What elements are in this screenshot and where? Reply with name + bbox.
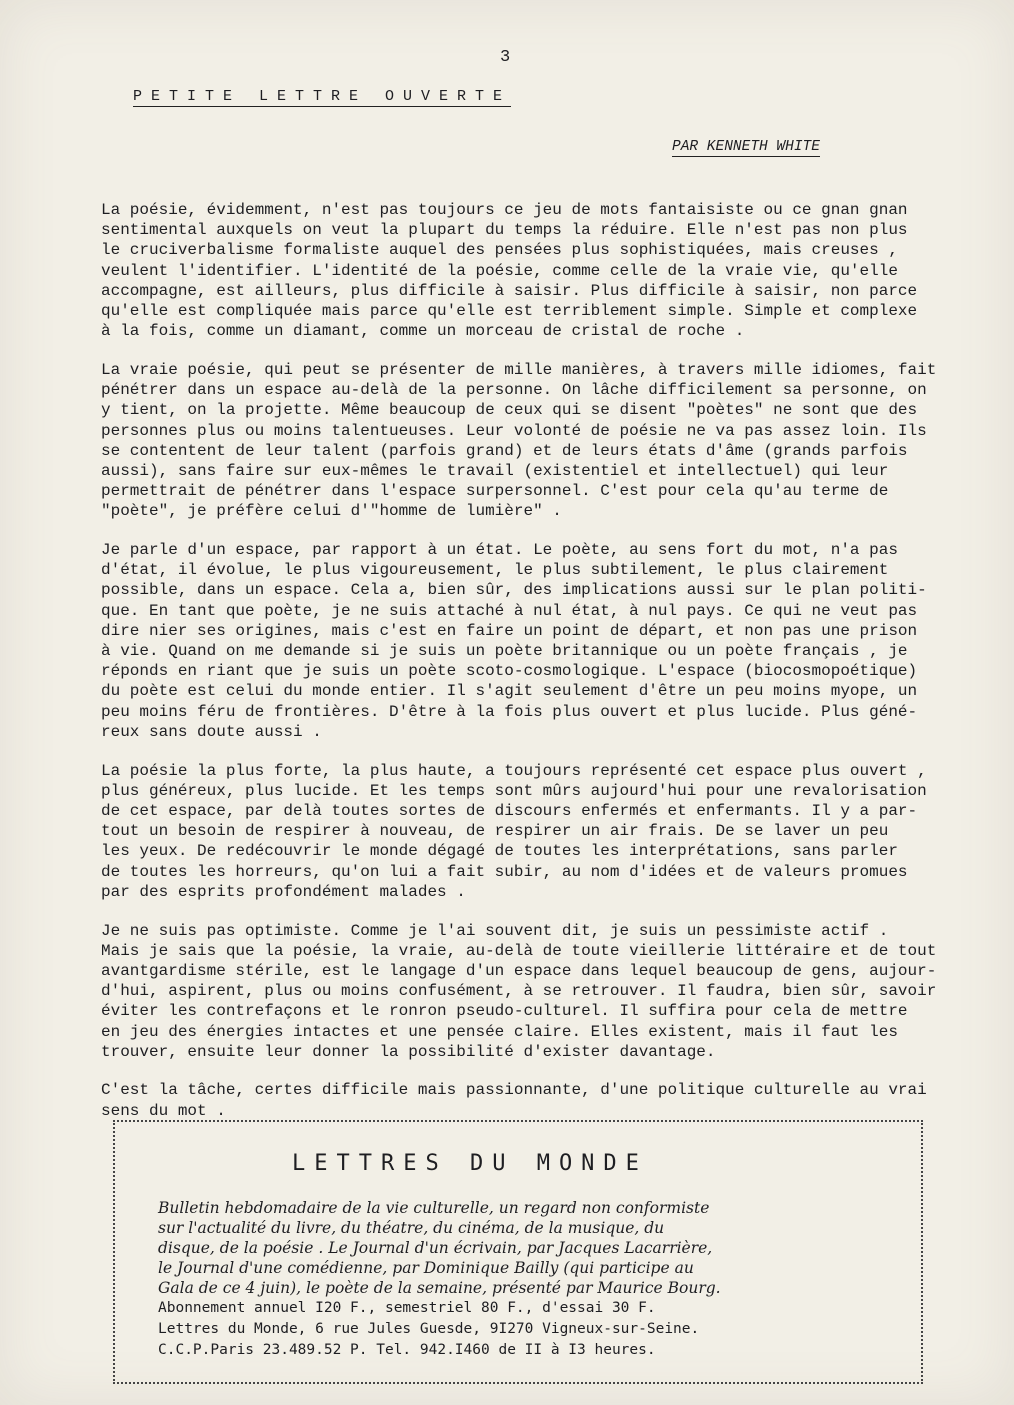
text-line: C'est la tâche, certes difficile mais passionnante, d'une politique culturelle au vrai [101, 1081, 927, 1100]
text-line: accompagne, est ailleurs, plus difficile à saisir. Plus difficile à saisir, non parce [101, 281, 918, 300]
text-line: pénétrer dans un espace au-delà de la personne. On lâche difficilement sa personne, on [101, 381, 927, 400]
byline: PAR KENNETH WHITE [672, 139, 820, 155]
description-line: disque, de la poésie . Le Journal d'un écrivain, par Jacques Lacarrière, [158, 1239, 713, 1257]
text-line: reux sans doute aussi . [101, 722, 322, 741]
text-line: du poète est celui du monde entier. Il s'agit seulement d'être un peu moins myope, un [101, 682, 918, 701]
text-line: La poésie, évidemment, n'est pas toujours ce jeu de mots fantaisiste ou ce gnan gnan [101, 201, 908, 219]
text-line: aussi), sans faire sur eux-mêmes le travail (existentiel et intellectuel) qui leur [101, 461, 889, 480]
text-line: sentimental auxquels on veut la plupart du temps la réduire. Elle n'est pas non plus [101, 221, 908, 240]
text-line: trouver, ensuite leur donner la possibilité d'exister davantage. [101, 1042, 716, 1061]
text-line: à vie. Quand on me demande si je suis un poète britannique ou un poète français , je [101, 642, 908, 661]
text-line: qu'elle est compliquée mais parce qu'elle est terriblement simple. Simple et complexe [101, 302, 918, 321]
text-line: "poète", je préfère celui d'"homme de lumière" . [101, 502, 562, 521]
text-line: La vraie poésie, qui peut se présenter de mille manières, à travers mille idiomes, fait [101, 360, 937, 379]
text-line: dire nier ses origines, mais c'est en faire un point de départ, et non pas une prison [101, 621, 918, 640]
text-line: à la fois, comme un diamant, comme un morceau de cristal de roche . [101, 322, 745, 341]
text-line: avantgardisme stérile, est le langage d'un espace dans lequel beaucoup de gens, aujour- [101, 961, 937, 980]
text-line: les yeux. De redécouvrir le monde dégagé de toutes les interprétations, sans parler [101, 842, 898, 861]
text-line: réponds en riant que je suis un poète scoto-cosmologique. L'espace (biocosmopoétique) [101, 662, 918, 681]
text-line: le cruciverbalisme formaliste auquel des pensées plus sophistiquées, mais creuses , [101, 241, 898, 260]
article-paragraph [101, 360, 991, 522]
article-paragraph [101, 1080, 991, 1120]
text-line: tout un besoin de respirer à nouveau, de respirer un air frais. De se laver un peu [101, 822, 889, 841]
description-line: le Journal d'une comédienne, par Dominique Bailly (qui participe au [158, 1259, 694, 1277]
text-line: peu moins féru de frontières. D'être à la fois plus ouvert et plus lucide. Plus géné- [101, 702, 918, 721]
advertisement-title: LETTRES DU MONDE [292, 1151, 648, 1176]
page-number: 3 [500, 48, 511, 67]
text-line: Je parle d'un espace, par rapport à un état. Le poète, au sens fort du mot, n'a pas [101, 541, 898, 560]
text-line: La poésie la plus forte, la plus haute, a toujours représenté cet espace plus ouvert , [101, 761, 927, 780]
text-line: y tient, on la projette. Même beaucoup de ceux qui se disent "poètes" ne sont que des [101, 401, 918, 420]
article-body [101, 200, 991, 1139]
text-line: veulent l'identifier. L'identité de la poésie, comme celle de la vraie vie, qu'elle [101, 261, 898, 280]
text-line: de toutes les horreurs, qu'on lui a fait subir, au nom d'idées et de valeurs promues [101, 862, 908, 881]
text-line: se contentent de leur talent (parfois grand) et de leurs états d'âme (grands parfois [101, 441, 908, 460]
article-paragraph [101, 200, 991, 341]
text-line: d'hui, aspirent, plus ou moins confusément, à se retrouver. Il faudra, bien sûr, savoir [101, 982, 937, 1001]
subscription-line: Abonnement annuel I20 F., semestriel 80 F., d'essai 30 F. [158, 1300, 656, 1316]
description-line: sur l'actualité du livre, du théatre, du cinéma, de la musique, du [158, 1219, 665, 1237]
text-line: permettrait de pénétrer dans l'espace surpersonnel. C'est pour cela qu'au terme de [101, 482, 889, 501]
text-line: Mais je sais que la poésie, la vraie, au-delà de toute vieillerie littéraire et de tout [101, 941, 937, 960]
article-paragraph [101, 761, 991, 902]
text-line: que. En tant que poète, je ne suis attaché à nul état, à nul pays. Ce qui ne veut pas [101, 601, 918, 620]
article-title: PETITE LETTRE OUVERTE [133, 88, 512, 105]
text-line: de cet espace, par delà toutes sortes de discours enfermés et enfermants. Il y a par- [101, 801, 918, 820]
text-line: par des esprits profondément malades . [101, 882, 466, 901]
description-line: Bulletin hebdomadaire de la vie culturelle, un regard non conformiste [158, 1199, 710, 1217]
text-line: d'état, il évolue, le plus vigoureusement, le plus subtilement, le plus clairement [101, 561, 889, 580]
article-paragraph [101, 921, 991, 1062]
text-line: possible, dans un espace. Cela a, bien sûr, des implications aussi sur le plan politi- [101, 581, 927, 600]
text-line: personnes plus ou moins talentueuses. Leur volonté de poésie ne va pas assez loin. Ils [101, 421, 927, 440]
text-line: sens du mot . [101, 1101, 226, 1120]
text-line: éviter les contrefaçons et le ronron pseudo-culturel. Il suffira pour cela de mettre [101, 1002, 908, 1021]
advertisement-title-wrap [292, 1151, 648, 1176]
description-line: Gala de ce 4 juin), le poète de la semaine, présenté par Maurice Bourg. [158, 1279, 721, 1297]
article-paragraph [101, 540, 991, 742]
advertisement-description [158, 1198, 721, 1361]
text-line: en jeu des énergies intactes et une pensée claire. Elles existent, mais il faut les [101, 1022, 898, 1041]
text-line: Je ne suis pas optimiste. Comme je l'ai souvent dit, je suis un pessimiste actif . [101, 921, 889, 940]
subscription-line: Lettres du Monde, 6 rue Jules Guesde, 9I270 Vigneux-sur-Seine. [158, 1321, 700, 1337]
subscription-line: C.C.P.Paris 23.489.52 P. Tel. 942.I460 de II à I3 heures. [158, 1342, 656, 1358]
text-line: plus généreux, plus lucide. Et les temps sont mûrs aujourd'hui pour une revalorisation [101, 781, 927, 800]
